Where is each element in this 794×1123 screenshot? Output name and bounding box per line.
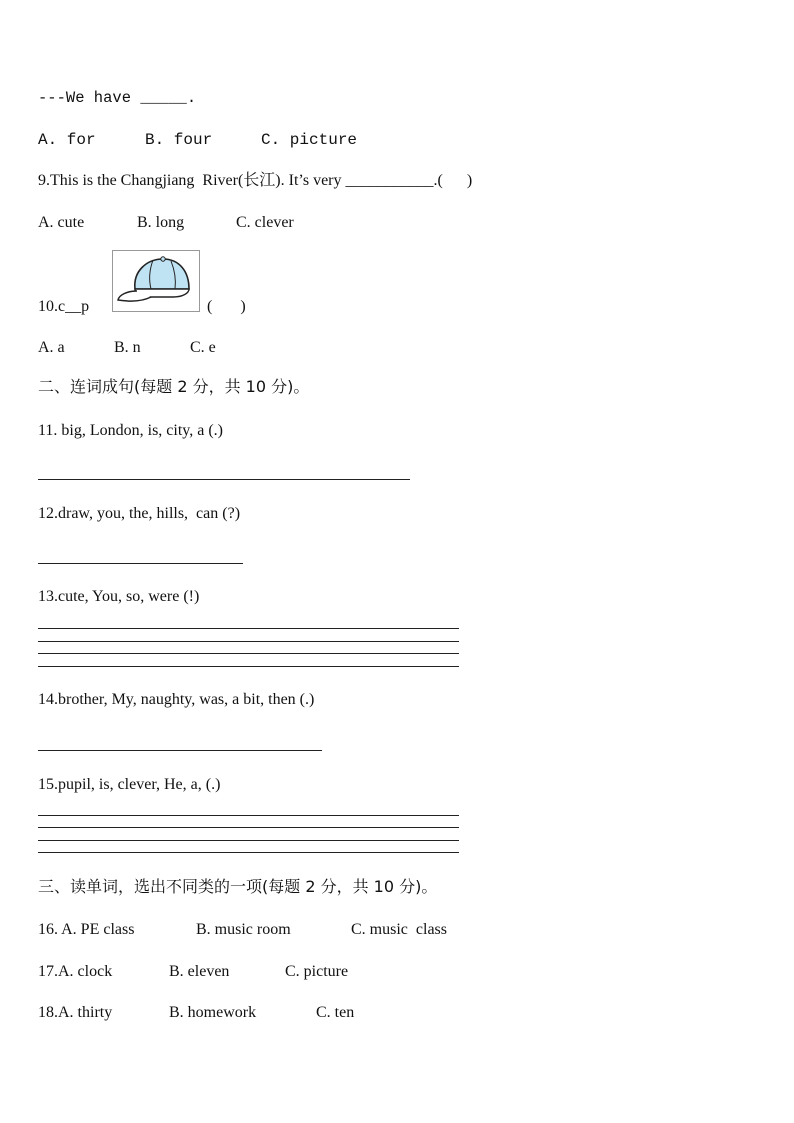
q10-prefix: 10.c__p bbox=[38, 298, 90, 315]
q10-option-c: C. e bbox=[190, 339, 216, 356]
q15-prompt: 15.pupil, is, clever, He, a, (.) bbox=[38, 776, 221, 793]
q17-option-c: C. picture bbox=[285, 963, 349, 980]
q13-answer-line bbox=[38, 641, 459, 642]
q13-answer-line bbox=[38, 653, 459, 654]
q14-prompt: 14.brother, My, naughty, was, a bit, then (.) bbox=[38, 691, 315, 708]
q15-answer-line bbox=[38, 852, 459, 853]
q18-option-c: C. ten bbox=[316, 1004, 355, 1021]
q16-option-b: B. music room bbox=[196, 921, 291, 938]
q9-option-b: B. long bbox=[137, 214, 185, 231]
q14-answer-line bbox=[38, 750, 322, 751]
section3-heading: 三、读单词，选出不同类的一项(每题 2 分，共 10 分)。 bbox=[38, 877, 438, 896]
q16-option-c: C. music class bbox=[351, 921, 447, 938]
q13-answer-line bbox=[38, 628, 459, 629]
section2-heading: 二、连词成句(每题 2 分，共 10 分)。 bbox=[38, 377, 310, 396]
q11-answer-line bbox=[38, 479, 410, 480]
q11-prompt: 11. big, London, is, city, a (.) bbox=[38, 422, 224, 439]
q8-answer-line: ---We have _____. bbox=[38, 89, 197, 107]
q17-option-a: 17.A. clock bbox=[38, 963, 113, 980]
q9-option-c: C. clever bbox=[236, 214, 294, 231]
q9-option-a: A. cute bbox=[38, 214, 85, 231]
q10-answer-blank: ( ) bbox=[207, 298, 246, 315]
q10-option-b: B. n bbox=[114, 339, 141, 356]
q15-answer-line bbox=[38, 815, 459, 816]
q13-answer-line bbox=[38, 666, 459, 667]
q9-prompt: 9.This is the Changjiang River(长江). It’s very ___________.( ) bbox=[38, 172, 473, 189]
q12-answer-line bbox=[38, 563, 243, 564]
q15-answer-line bbox=[38, 827, 459, 828]
q10-option-a: A. a bbox=[38, 339, 65, 356]
q17-option-b: B. eleven bbox=[169, 963, 230, 980]
q8-option-c: C. picture bbox=[261, 131, 358, 149]
q12-prompt: 12.draw, you, the, hills, can (?) bbox=[38, 505, 241, 522]
baseball-cap-icon bbox=[112, 250, 200, 312]
q8-option-b: B. four bbox=[145, 131, 213, 149]
q18-option-b: B. homework bbox=[169, 1004, 257, 1021]
q8-option-a: A. for bbox=[38, 131, 96, 149]
q13-prompt: 13.cute, You, so, were (!) bbox=[38, 588, 200, 605]
q15-answer-line bbox=[38, 840, 459, 841]
q16-option-a: 16. A. PE class bbox=[38, 921, 135, 938]
q18-option-a: 18.A. thirty bbox=[38, 1004, 113, 1021]
